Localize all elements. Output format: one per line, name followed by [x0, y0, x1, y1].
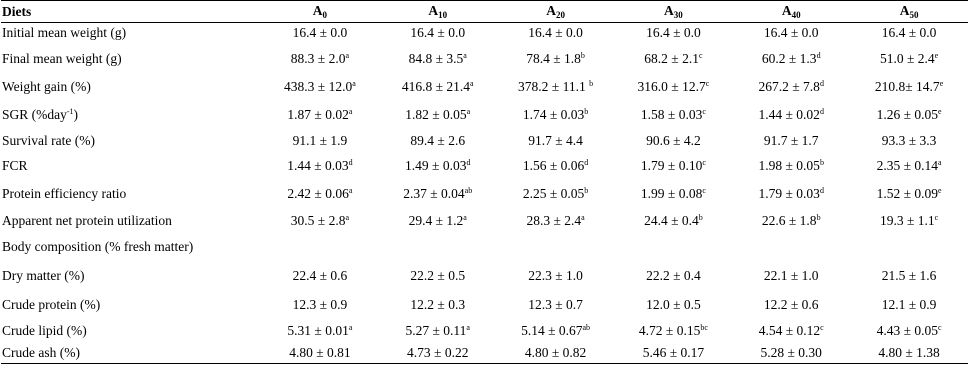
table-cell [261, 130, 379, 152]
table-row [1, 260, 968, 292]
cell-value: 2.25 ± 0.05 [522, 185, 585, 201]
table-cell [614, 318, 732, 344]
table-cell [732, 152, 850, 180]
cell-value: 12.1 ± 0.9 [881, 296, 937, 312]
table-cell [379, 318, 497, 344]
table-cell [261, 74, 379, 100]
row-label-text: Dry matter (%) [2, 267, 85, 283]
table-cell [497, 344, 615, 364]
table-cell [497, 318, 615, 344]
table-cell [732, 23, 850, 44]
cell-significance-letter: c [698, 50, 703, 60]
cell-value: 22.4 ± 0.6 [292, 267, 348, 283]
cell-value: 60.2 ± 1.3 [761, 50, 817, 66]
table-cell [261, 100, 379, 130]
cell-value: 12.2 ± 0.3 [410, 296, 466, 312]
cell-significance-letter: a [348, 185, 353, 195]
table-cell [732, 234, 850, 260]
cell-significance-letter: a [348, 106, 353, 116]
table-cell [379, 152, 497, 180]
cell-significance-letter: c [934, 212, 939, 222]
row-label-text: Crude lipid (%) [2, 322, 87, 338]
table-cell [850, 74, 968, 100]
table-cell [614, 23, 732, 44]
results-table [1, 0, 968, 364]
cell-value: 12.3 ± 0.7 [528, 296, 583, 312]
cell-significance-letter: c [820, 322, 824, 332]
row-label [1, 318, 261, 344]
row-label-text: SGR (%day [2, 106, 67, 122]
row-label [1, 234, 261, 260]
cell-value: 22.2 ± 0.5 [410, 267, 466, 283]
cell-value: 91.7 ± 4.4 [528, 132, 583, 148]
row-label-text: Body composition (% fresh matter) [2, 238, 194, 254]
row-label-text: Final mean weight (g) [2, 50, 122, 66]
table-row [1, 344, 968, 364]
cell-value: 12.3 ± 0.9 [292, 296, 348, 312]
cell-significance-letter: b [589, 78, 594, 88]
table-row [1, 180, 968, 208]
cell-value: 16.4 ± 0.0 [763, 25, 819, 41]
header-column-subscript: 30 [673, 10, 683, 20]
cell-significance-letter: d [348, 157, 353, 167]
cell-value: 2.37 ± 0.04 [403, 185, 465, 201]
header-column [497, 1, 615, 23]
table-cell [850, 208, 968, 234]
cell-value: 16.4 ± 0.0 [646, 25, 701, 41]
table-cell [379, 208, 497, 234]
cell-value: 88.3 ± 2.0 [290, 50, 346, 66]
header-column-base: A [312, 3, 323, 18]
table-row [1, 152, 968, 180]
cell-significance-letter: bc [700, 322, 708, 332]
cell-value: 378.2 ± 11.1 [518, 78, 590, 94]
header-column [261, 1, 379, 23]
header-column [850, 1, 968, 23]
cell-value: 316.0 ± 12.7 [637, 78, 706, 94]
cell-significance-letter: a [466, 322, 470, 332]
cell-value: 16.4 ± 0.0 [881, 25, 937, 41]
cell-value: 1.56 ± 0.06 [522, 157, 585, 173]
table-cell [614, 74, 732, 100]
table-cell [732, 44, 850, 74]
table-cell [497, 44, 615, 74]
cell-significance-letter: d [584, 157, 589, 167]
row-label [1, 23, 261, 44]
cell-value: 5.31 ± 0.01 [287, 322, 349, 338]
table-row [1, 234, 968, 260]
row-label [1, 152, 261, 180]
header-row [1, 1, 968, 23]
cell-value: 5.46 ± 0.17 [642, 345, 705, 361]
row-label [1, 344, 261, 364]
cell-significance-letter: b [698, 212, 703, 222]
cell-significance-letter: a [348, 322, 353, 332]
cell-value: 1.44 ± 0.02 [758, 106, 820, 122]
table-cell [850, 180, 968, 208]
header-column-base: A [781, 3, 792, 18]
table-cell [261, 152, 379, 180]
header-diets: Diets [1, 1, 261, 23]
cell-significance-letter: d [819, 185, 824, 195]
cell-value: 22.6 ± 1.8 [761, 212, 817, 228]
cell-value: 5.28 ± 0.30 [760, 345, 822, 361]
row-label-text: Weight gain (%) [2, 78, 91, 94]
cell-significance-letter: b [819, 157, 824, 167]
cell-value: 4.43 ± 0.05 [876, 322, 938, 338]
cell-value: 51.0 ± 2.4 [879, 50, 935, 66]
cell-value: 84.8 ± 3.5 [408, 50, 464, 66]
header-column [379, 1, 497, 23]
header-column-subscript: 40 [791, 10, 801, 20]
row-label-text: Survival rate (%) [2, 132, 95, 148]
table-row [1, 208, 968, 234]
table-cell [261, 292, 379, 318]
table-cell [732, 208, 850, 234]
header-column-subscript: 0 [322, 10, 328, 20]
header-column-subscript: 20 [555, 10, 565, 20]
header-column [614, 1, 732, 23]
cell-value: 91.7 ± 1.7 [763, 132, 819, 148]
cell-significance-letter: c [705, 78, 710, 88]
cell-value: 5.27 ± 0.11 [405, 322, 467, 338]
row-label-text: Initial mean weight (g) [2, 25, 127, 41]
table-cell [497, 74, 615, 100]
row-label-text: Crude protein (%) [2, 296, 101, 312]
cell-significance-letter: a [345, 212, 350, 222]
table-body [1, 23, 968, 364]
cell-significance-letter: b [816, 212, 821, 222]
row-label [1, 180, 261, 208]
cell-value: 1.26 ± 0.05 [876, 106, 938, 122]
cell-significance-letter: c [938, 322, 942, 332]
cell-value: 5.14 ± 0.67 [521, 322, 583, 338]
table-cell [379, 23, 497, 44]
cell-significance-letter: d [816, 50, 821, 60]
cell-value: 1.79 ± 0.10 [640, 157, 703, 173]
cell-value: 2.42 ± 0.06 [287, 185, 349, 201]
table-cell [379, 292, 497, 318]
cell-value: 91.1 ± 1.9 [292, 132, 348, 148]
cell-value: 16.4 ± 0.0 [528, 25, 583, 41]
cell-value: 78.4 ± 1.8 [526, 50, 581, 66]
table-cell [614, 344, 732, 364]
table-cell [614, 292, 732, 318]
table-cell [732, 260, 850, 292]
cell-value: 4.72 ± 0.15 [638, 322, 701, 338]
cell-value: 29.4 ± 1.2 [408, 212, 464, 228]
table-cell [261, 344, 379, 364]
table-cell [850, 292, 968, 318]
cell-value: 68.2 ± 2.1 [644, 50, 699, 66]
cell-value: 19.3 ± 1.1 [879, 212, 935, 228]
header-column-subscript: 10 [438, 10, 448, 20]
cell-value: 93.3 ± 3.3 [881, 132, 937, 148]
row-label-text: FCR [2, 157, 28, 173]
cell-significance-letter: a [345, 50, 350, 60]
cell-value: 90.6 ± 4.2 [646, 132, 701, 148]
header-column [732, 1, 850, 23]
header-column-base: A [428, 3, 439, 18]
table-cell [497, 234, 615, 260]
row-label-suffix: ) [73, 106, 79, 122]
cell-value: 210.8± 14.7 [874, 78, 940, 94]
table-cell [379, 44, 497, 74]
cell-significance-letter: d [819, 78, 824, 88]
table-cell [379, 180, 497, 208]
cell-significance-letter: a [463, 212, 467, 222]
cell-significance-letter: a [938, 157, 942, 167]
table-cell [379, 74, 497, 100]
table-cell [614, 100, 732, 130]
table-cell [497, 180, 615, 208]
table-row [1, 130, 968, 152]
cell-significance-letter: ab [582, 322, 591, 332]
row-label-superscript: -1 [66, 106, 74, 116]
cell-value: 438.3 ± 12.0 [284, 78, 353, 94]
table-cell [614, 180, 732, 208]
cell-significance-letter: a [352, 78, 356, 88]
cell-value: 28.3 ± 2.4 [526, 212, 582, 228]
table-row [1, 292, 968, 318]
table-cell [850, 23, 968, 44]
cell-value: 4.80 ± 0.82 [524, 345, 587, 361]
cell-value: 267.2 ± 7.8 [758, 78, 820, 94]
table-cell [261, 260, 379, 292]
cell-significance-letter: a [470, 78, 474, 88]
cell-significance-letter: c [702, 106, 706, 116]
cell-value: 1.52 ± 0.09 [876, 185, 938, 201]
table-row [1, 23, 968, 44]
row-label [1, 260, 261, 292]
cell-value: 24.4 ± 0.4 [644, 212, 699, 228]
table-cell [379, 130, 497, 152]
table-cell [732, 180, 850, 208]
table-cell [732, 292, 850, 318]
table-cell [614, 44, 732, 74]
table-cell [379, 344, 497, 364]
table-cell [261, 23, 379, 44]
table-cell [497, 292, 615, 318]
cell-value: 1.99 ± 0.08 [640, 185, 703, 201]
row-label [1, 100, 261, 130]
table-cell [261, 44, 379, 74]
table-cell [614, 130, 732, 152]
table-row [1, 44, 968, 74]
table-cell [497, 23, 615, 44]
cell-value: 2.35 ± 0.14 [876, 157, 938, 173]
cell-significance-letter: b [584, 185, 589, 195]
table-cell [497, 260, 615, 292]
cell-value: 12.0 ± 0.5 [646, 296, 701, 312]
table-cell [850, 44, 968, 74]
header-column-base: A [546, 3, 556, 18]
table-cell [614, 234, 732, 260]
cell-significance-letter: b [584, 106, 589, 116]
cell-value: 4.73 ± 0.22 [407, 345, 469, 361]
cell-significance-letter: c [702, 185, 706, 195]
table-cell [261, 318, 379, 344]
table-cell [497, 152, 615, 180]
cell-value: 1.87 ± 0.02 [287, 106, 349, 122]
table-cell [614, 260, 732, 292]
cell-value: 1.82 ± 0.05 [405, 106, 467, 122]
row-label [1, 130, 261, 152]
cell-value: 16.4 ± 0.0 [410, 25, 466, 41]
cell-significance-letter: a [581, 212, 585, 222]
cell-value: 21.5 ± 1.6 [881, 267, 937, 283]
cell-value: 22.3 ± 1.0 [528, 267, 583, 283]
table-cell [850, 260, 968, 292]
row-label [1, 208, 261, 234]
row-label [1, 44, 261, 74]
table-cell [850, 318, 968, 344]
cell-value: 1.44 ± 0.03 [287, 157, 349, 173]
header-column-subscript: 50 [909, 10, 919, 20]
table-cell [497, 100, 615, 130]
table-cell [497, 208, 615, 234]
table-cell [261, 180, 379, 208]
cell-value: 416.8 ± 21.4 [401, 78, 471, 94]
table-row [1, 74, 968, 100]
table-cell [379, 100, 497, 130]
cell-significance-letter: e [939, 78, 944, 88]
cell-significance-letter: d [819, 106, 824, 116]
cell-significance-letter: a [463, 50, 467, 60]
table-cell [850, 344, 968, 364]
table-cell [850, 234, 968, 260]
cell-value: 1.49 ± 0.03 [405, 157, 467, 173]
table-cell [261, 234, 379, 260]
cell-value: 4.54 ± 0.12 [758, 322, 821, 338]
cell-significance-letter: e [938, 185, 942, 195]
table-cell [379, 234, 497, 260]
table-cell [732, 74, 850, 100]
table-row [1, 100, 968, 130]
cell-value: 22.2 ± 0.4 [646, 267, 701, 283]
table-cell [732, 318, 850, 344]
table-cell [850, 130, 968, 152]
cell-value: 1.98 ± 0.05 [758, 157, 820, 173]
cell-value: 89.4 ± 2.6 [410, 132, 466, 148]
cell-value: 16.4 ± 0.0 [292, 25, 348, 41]
table-row [1, 318, 968, 344]
cell-significance-letter: e [938, 106, 942, 116]
cell-value: 4.80 ± 1.38 [878, 345, 940, 361]
table-cell [379, 260, 497, 292]
table-cell [850, 152, 968, 180]
cell-value: 22.1 ± 1.0 [763, 267, 819, 283]
row-label-text: Apparent net protein utilization [2, 212, 172, 228]
cell-significance-letter: c [702, 157, 706, 167]
cell-significance-letter: a [466, 106, 471, 116]
table-header [1, 1, 968, 23]
table-cell [614, 208, 732, 234]
table-cell [732, 344, 850, 364]
table-cell [732, 130, 850, 152]
cell-value: 12.2 ± 0.6 [763, 296, 819, 312]
table-cell [732, 100, 850, 130]
row-label [1, 292, 261, 318]
table-cell [497, 130, 615, 152]
table-cell [261, 208, 379, 234]
table-cell [850, 100, 968, 130]
cell-significance-letter: d [466, 157, 471, 167]
row-label [1, 74, 261, 100]
row-label-text: Crude ash (%) [2, 345, 80, 361]
cell-value: 4.80 ± 0.81 [289, 345, 351, 361]
cell-significance-letter: b [580, 50, 585, 60]
cell-significance-letter: ab [464, 185, 473, 195]
cell-value: 1.79 ± 0.03 [758, 185, 820, 201]
table-cell [614, 152, 732, 180]
cell-value: 1.74 ± 0.03 [522, 106, 585, 122]
header-column-base: A [664, 3, 674, 18]
row-label-text: Protein efficiency ratio [2, 185, 127, 201]
cell-value: 1.58 ± 0.03 [640, 106, 703, 122]
header-column-base: A [899, 3, 910, 18]
cell-significance-letter: e [934, 50, 939, 60]
cell-value: 30.5 ± 2.8 [290, 212, 346, 228]
